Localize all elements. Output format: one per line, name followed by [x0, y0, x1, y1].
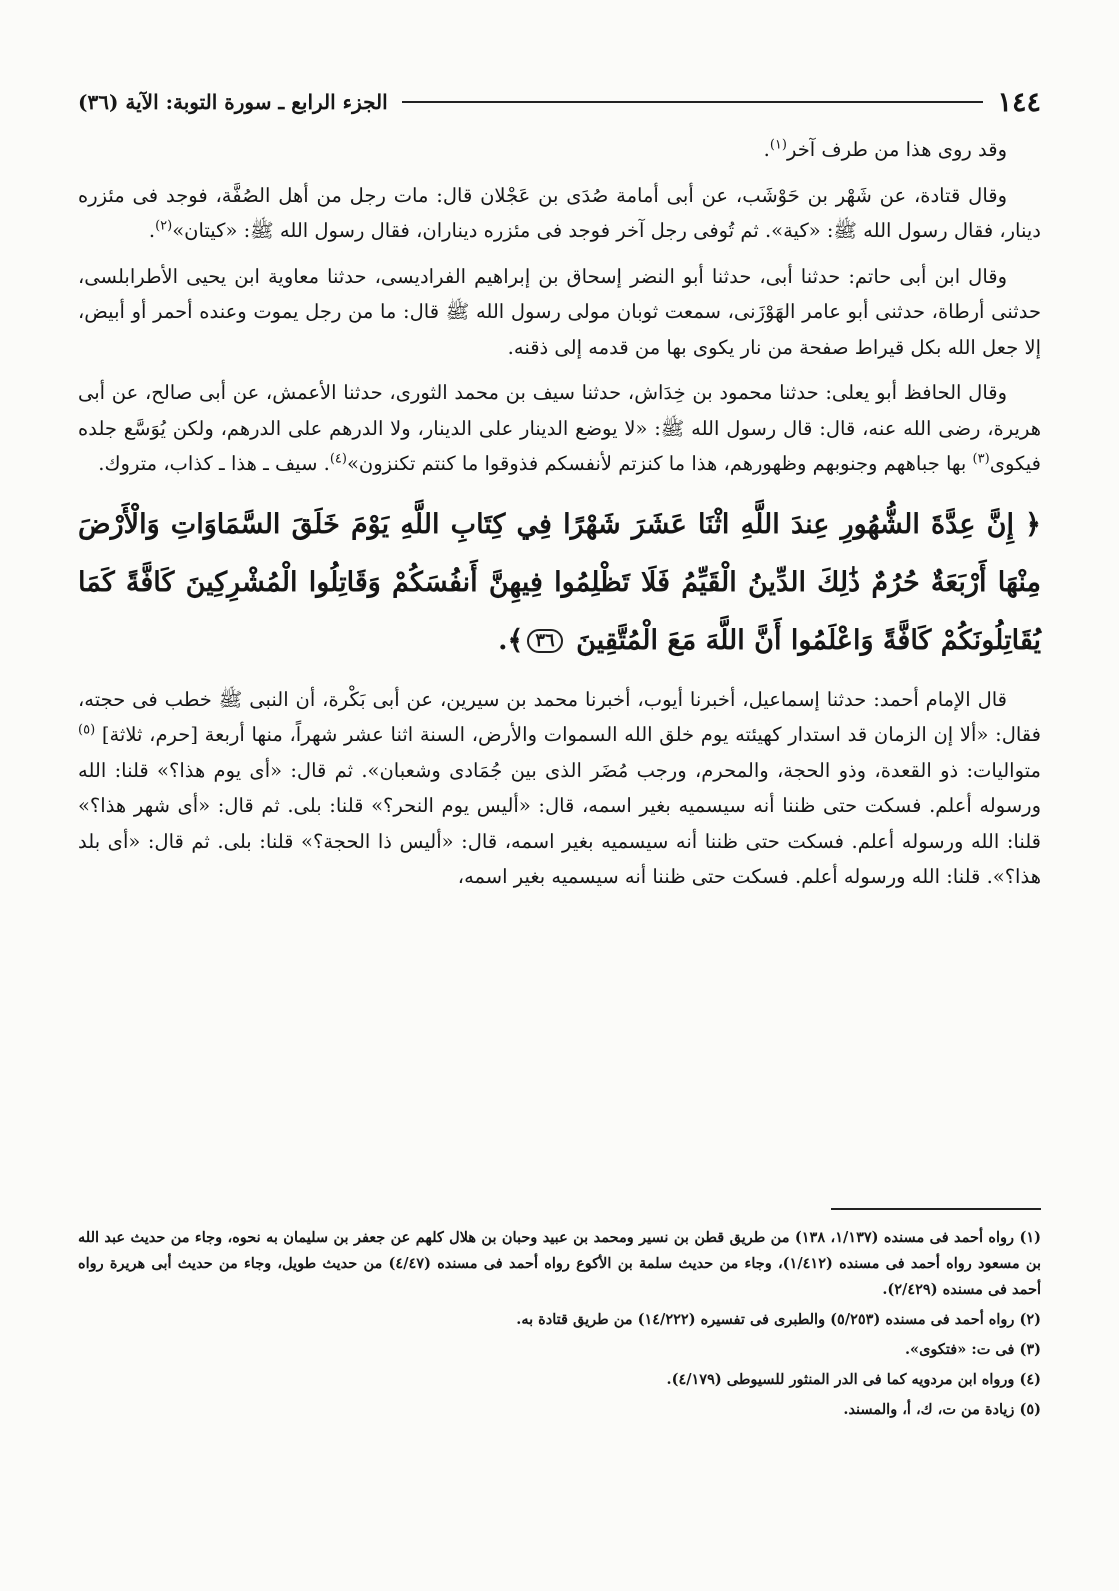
- footnote-ref-3[interactable]: (٣): [972, 451, 990, 467]
- footnote-separator: [831, 1208, 1041, 1210]
- page-header: [78, 82, 1041, 122]
- running-head: الجزء الرابع ـ سورة التوبة: الآية (٣٦): [78, 90, 388, 114]
- footnotes: [78, 1225, 1041, 1427]
- header-rule: [402, 101, 984, 103]
- page-number: ١٤٤: [997, 86, 1041, 118]
- paragraph-5: قال الإمام أحمد: حدثنا إسماعيل، أخبرنا أيوب، أخبرنا محمد بن سيرين، عن أبى بَكْرة، أن النبى ﷺ خطب فى حجته، فقال: «ألا إن الزمان قد استدار كهيئته يوم خلق الله السموات والأرض، السنة اثنا عشر شهراً، منها أربعة [حرم، ثلاثة] $^{(٥)}$ متواليات: ذو القعدة، وذو الحجة، والمحرم، ورجب مُضَر الذى بين جُمَادى وشعبان». ثم قال: «أى يوم هذا؟» قلنا: الله ورسوله أعلم. فسكت حتى ظننا أنه سيسميه بغير اسمه، قال: «أليس يوم النحر؟» قلنا: بلى. ثم قال: «أى شهر هذا؟» قلنا: الله ورسوله أعلم. فسكت حتى ظننا أنه سيسميه بغير اسمه، قال: «أليس ذا الحجة؟» قلنا: بلى. ثم قال: «أى بلد هذا؟». قلنا: الله ورسوله أعلم. فسكت حتى ظننا أنه سيسميه بغير اسمه،: [78, 687, 1041, 888]
- footnote-1: (١) رواه أحمد فى مسنده (١/١٣٧، ١٣٨) من طريق قطن بن نسير ومحمد بن عبيد وحبان بن هلال كلهم عن جعفر بن سليمان به نحوه، وجاء من حديث عبد الله بن مسعود رواه أحمد فى مسنده (١/٤١٢)، وجاء من حديث سلمة بن الأكوع رواه أحمد فى مسنده (٤/٤٧) من حديث طويل، وجاء من حديث أبى هريرة رواه أحمد فى مسنده (٢/٤٢٩).: [78, 1229, 1041, 1298]
- main-text: [78, 132, 1041, 905]
- paragraph-2: وقال قتادة، عن شَهْر بن حَوْشَب، عن أبى أمامة صُدَى بن عَجْلان قال: مات رجل من أهل الصُفَّة، فوجد فى مئزره دينار، فقال رسول الله ﷺ: «كية». ثم تُوفى رجل آخر فوجد فى مئزره ديناران، فقال رسول الله ﷺ: «كيتان»$^{(٢)}$.: [78, 183, 1041, 242]
- paragraph-4: وقال الحافظ أبو يعلى: حدثنا محمود بن خِدَاش، حدثنا سيف بن محمد الثورى، حدثنا الأعمش، عن أبى صالح، عن أبى هريرة، رضى الله عنه، قال: قال رسول الله ﷺ: «لا يوضع الدينار على الدينار، ولا الدرهم على الدرهم، ولكن يُوَسَّع جلده فيكوى$^{(٣)}$ بها جباههم وجنوبهم وظهورهم، هذا ما كنزتم لأنفسكم فذوقوا ما كنتم تكنزون»$^{(٤)}$. سيف ـ هذا ـ كذاب، متروك.: [78, 381, 1041, 475]
- footnote-3: (٣) فى ت: «فتكوى».: [904, 1341, 1041, 1358]
- footnote-2: (٢) رواه أحمد فى مسنده (٥/٢٥٣) والطبرى فى تفسيره (١٤/٢٢٢) من طريق قتادة به.: [516, 1311, 1041, 1328]
- footnote-ref-5[interactable]: (٥): [78, 722, 96, 738]
- footnote-ref-4[interactable]: (٤): [329, 451, 347, 467]
- footnote-5: (٥) زيادة من ت، ك، أ، والمسند.: [843, 1401, 1041, 1418]
- paragraph-3: وقال ابن أبى حاتم: حدثنا أبى، حدثنا أبو النضر إسحاق بن إبراهيم الفراديسى، حدثنا معاوية ابن يحيى الأطرابلسى، حدثنى أرطاة، حدثنى أبو عامر الهَوْزَنى، سمعت ثوبان مولى رسول الله ﷺ قال: ما من رجل يموت وعنده أحمر أو أبيض، إلا جعل الله بكل قيراط صفحة من نار يكوى بها من قدمه إلى ذقنه.: [78, 264, 1041, 359]
- quran-verse: ﴿ إِنَّ عِدَّةَ الشُّهُورِ عِندَ اللَّهِ اثْنَا عَشَرَ شَهْرًا فِي كِتَابِ اللَّهِ يَوْمَ خَلَقَ السَّمَاوَاتِ وَالْأَرْضَ مِنْهَا أَرْبَعَةٌ حُرُمٌ ذَٰلِكَ الدِّينُ الْقَيِّمُ فَلَا تَظْلِمُوا فِيهِنَّ أَنفُسَكُمْ وَقَاتِلُوا الْمُشْرِكِينَ كَافَّةً كَمَا يُقَاتِلُونَكُمْ كَافَّةً وَاعْلَمُوا أَنَّ اللَّهَ مَعَ الْمُتَّقِينَ ٣٦﴾.: [78, 508, 1041, 656]
- footnote-ref-2[interactable]: (٢): [155, 218, 173, 234]
- footnote-4: (٤) ورواه ابن مردويه كما فى الدر المنثور للسيوطى (٤/١٧٩).: [666, 1371, 1041, 1388]
- paragraph-1: وقد روى هذا من طرف آخر$^{(١)}$.: [763, 137, 1007, 161]
- verse-number: ٣٦: [527, 629, 562, 653]
- footnote-ref-1[interactable]: (١): [769, 137, 787, 153]
